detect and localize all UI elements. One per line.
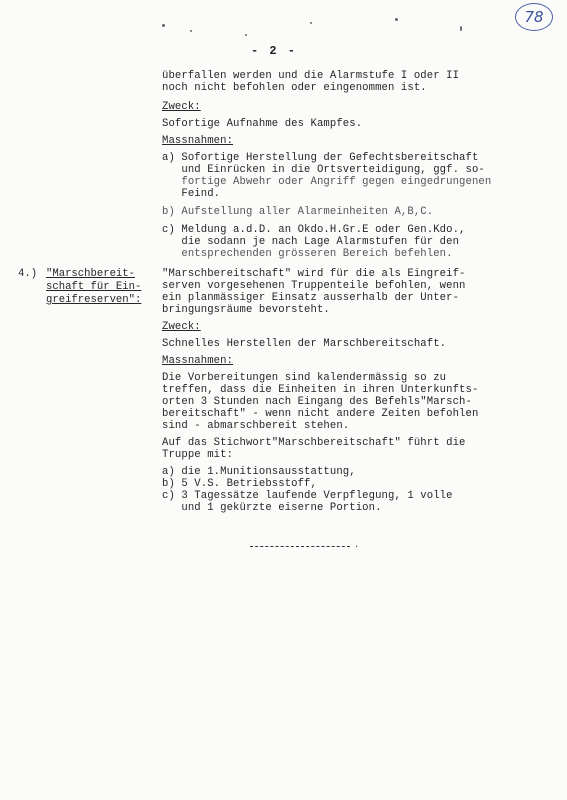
list-item: c) Meldung a.d.D. an Okdo.H.Gr.E oder Gen.Kdo., (162, 224, 466, 236)
section-title-line: schaft für Ein- (46, 281, 142, 293)
text-line: orten 3 Stunden nach Eingang des Befehls"Marsch- (162, 396, 472, 408)
text-line: Sofortige Aufnahme des Kampfes. (162, 118, 363, 130)
text-line: "Marschbereitschaft" wird für die als Eingreif- (162, 268, 466, 280)
text-line: treffen, dass die Einheiten in ihren Unterkunfts- (162, 384, 479, 396)
text-line: bereitschaft" - wenn nicht andere Zeiten befohlen (162, 408, 479, 420)
section-title-line: greifreserven": (46, 294, 142, 306)
end-divider (250, 546, 350, 547)
text-line: Schnelles Herstellen der Marschbereitschaft. (162, 338, 447, 350)
list-item: b) 5 V.S. Betriebsstoff, (162, 478, 317, 490)
text-line: Truppe mit: (162, 449, 234, 461)
heading-zweck: Zweck: (162, 101, 201, 113)
section-title-line: "Marschbereit- (46, 268, 136, 280)
page-number: - 2 - (251, 44, 298, 58)
list-item: b) Aufstellung aller Alarmeinheiten A,B,C. (162, 206, 434, 218)
text-line: ein planmässiger Einsatz ausserhalb der Unter- (162, 292, 460, 304)
scan-noise (150, 18, 500, 30)
text-line: bringungsräume bevorsteht. (162, 304, 330, 316)
list-item: die sodann je nach Lage Alarmstufen für den (162, 236, 460, 248)
heading-zweck: Zweck: (162, 321, 201, 333)
list-item: a) Sofortige Herstellung der Gefechtsbereitschaft (162, 152, 479, 164)
end-divider-mark: · (354, 542, 360, 552)
list-item: und 1 gekürzte eiserne Portion. (162, 502, 382, 514)
section-number: 4.) (18, 268, 38, 280)
text-line: sind - abmarschbereit stehen. (162, 420, 350, 432)
heading-massnahmen: Massnahmen: (162, 355, 234, 367)
page-stamp: 78 (515, 3, 553, 31)
text-line: noch nicht befohlen oder eingenommen ist. (162, 82, 427, 94)
text-line: Auf das Stichwort"Marschbereitschaft" führt die (162, 437, 466, 449)
heading-massnahmen: Massnahmen: (162, 135, 234, 147)
text-line: Die Vorbereitungen sind kalendermässig so zu (162, 372, 447, 384)
text-line: serven vorgesehenen Truppenteile befohlen, wenn (162, 280, 466, 292)
list-item: entsprechenden grösseren Bereich befehlen. (162, 248, 453, 260)
list-item: Feind. (162, 188, 221, 200)
list-item: fortige Abwehr oder Angriff gegen eingedrungenen (162, 176, 492, 188)
list-item: c) 3 Tagessätze laufende Verpflegung, 1 volle (162, 490, 453, 502)
list-item: und Einrücken in die Ortsverteidigung, ggf. so- (162, 164, 485, 176)
text-line: überfallen werden und die Alarmstufe I oder II (162, 70, 460, 82)
list-item: a) die 1.Munitionsausstattung, (162, 466, 356, 478)
